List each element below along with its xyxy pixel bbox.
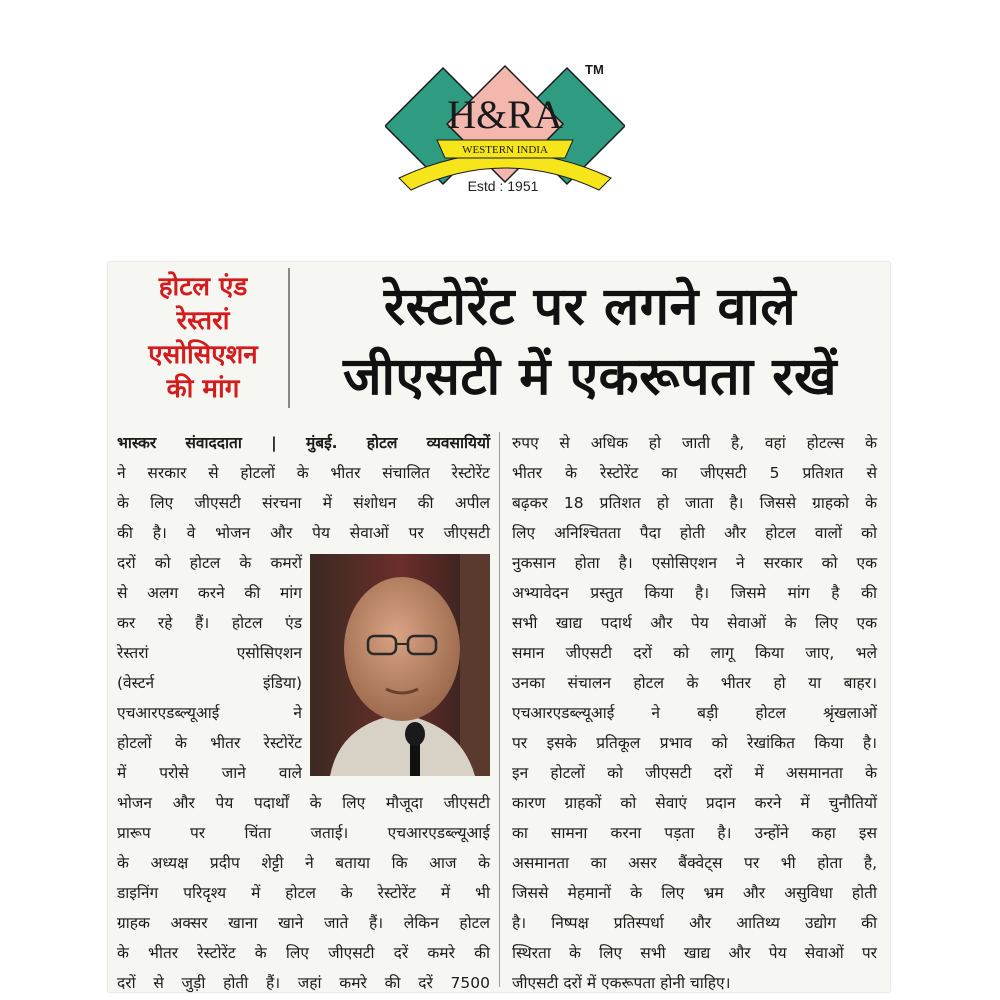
text-line: नुकसान होता है। एसोसिएशन ने सरकार को एक: [512, 554, 877, 572]
text-line: जिससे मेहमानों के लिए भ्रम और असुविधा होती: [512, 884, 877, 902]
text-line: समान जीएसटी दरों को लागू किया जाए, भले: [512, 644, 877, 662]
headline-line: जीएसटी में एकरूपता रखें: [342, 347, 838, 407]
text-line: अभ्यावेदन प्रस्तुत किया है। जिसमे मांग है की: [512, 584, 877, 602]
column-1-narrow: [117, 548, 302, 788]
text-line: भीतर के रेस्टोरेंट का जीएसटी 5 प्रतिशत से: [512, 464, 877, 482]
column-divider: [499, 432, 500, 987]
text-line: दरों से जुड़ी होती हैं। जहां कमरे की दरें 7500: [117, 974, 490, 992]
text-line: एचआरएडब्ल्यूआई ने: [117, 704, 302, 722]
text-line: से अलग करने की मांग: [117, 584, 302, 602]
article-kicker: [128, 270, 278, 406]
kicker-line: की मांग: [166, 374, 240, 404]
text-line: होटलों के भीतर रेस्टोरेंट: [117, 734, 302, 752]
text-line: स्थिरता के लिए सभी खाद्य और पेय सेवाओं पर: [512, 944, 877, 962]
text-line: का सामना करना पड़ता है। उन्होंने कहा इस: [512, 824, 877, 842]
text-line: उनका संचालन होटल के भीतर हो या बाहर।: [512, 674, 877, 692]
text-line: जीएसटी दरों में एकरूपता होनी चाहिए।: [512, 974, 731, 992]
headline-line: रेस्टोरेंट पर लगने वाले: [383, 277, 797, 337]
text-line: (वेस्टर्न इंडिया): [117, 674, 302, 692]
speaker-photo: [310, 554, 490, 776]
kicker-divider: [288, 268, 290, 408]
text-line: इन होटलों को जीएसटी दरों में असमानता के: [512, 764, 877, 782]
kicker-line: एसोसिएशन: [148, 340, 258, 370]
text-line: रेस्तरां एसोसिएशन: [117, 644, 302, 662]
article-headline: [300, 272, 880, 412]
column-2: [512, 428, 877, 998]
text-line: कर रहे हैं। होटल एंड: [117, 614, 302, 632]
established-year: Estd : 1951: [467, 178, 539, 194]
text-line: की है। वे भोजन और पेय सेवाओं पर जीएसटी: [117, 524, 490, 542]
text-line: असमानता का असर बैंक्वेट्स पर भी होता है,: [512, 854, 877, 872]
text-line: ने सरकार से होटलों के भीतर संचालित रेस्टोरेंट: [117, 464, 490, 482]
text-line: भोजन और पेय पदार्थों के लिए मौजूदा जीएसटी: [117, 794, 490, 812]
text-line: कारण ग्राहकों को सेवाएं प्रदान करने में चुनौतियों: [512, 794, 877, 812]
text-line: बढ़कर 18 प्रतिशत हो जाता है। जिससे ग्राहको के: [512, 494, 877, 512]
column-1-bottom: [117, 788, 490, 998]
column-1-top: [117, 428, 490, 548]
text-line: पर इसके प्रतिकूल प्रभाव को रेखांकित किया है।: [512, 734, 877, 752]
text-line: के अध्यक्ष प्रदीप शेट्टी ने बताया कि आज के: [117, 854, 490, 872]
text-line: के भीतर रेस्टोरेंट के लिए जीएसटी दरें कमरे की: [117, 944, 490, 962]
kicker-line: रेस्तरां: [176, 306, 230, 336]
text-line: है। निष्पक्ष प्रतिस्पर्धा और आतिथ्य उद्योग की: [512, 914, 877, 932]
text-line: एचआरएडब्ल्यूआई ने बड़ी होटल श्रृंखलाओं: [512, 704, 877, 722]
hra-logo: [385, 58, 625, 198]
text-line: लिए अनिश्चितता पैदा होती और होटल वालों को: [512, 524, 877, 542]
text-line: के लिए जीएसटी संरचना में संशोधन की अपील: [117, 494, 490, 512]
text-line: दरों को होटल के कमरों: [117, 554, 302, 572]
byline-line: भास्कर संवाददाता | मुंबई. होटल व्यवसायियों: [117, 434, 490, 452]
text-line: में परोसे जाने वाले: [117, 764, 302, 782]
text-line: सभी खाद्य पदार्थ और पेय सेवाओं के लिए एक: [512, 614, 877, 632]
svg-text:TM: TM: [585, 62, 604, 77]
text-line: डाइनिंग परिदृश्य में होटल के रेस्टोरेंट में भी: [117, 884, 490, 902]
text-line: रुपए से अधिक हो जाती है, वहां होटल्स के: [512, 434, 877, 452]
svg-text:WESTERN INDIA: WESTERN INDIA: [462, 144, 548, 156]
text-line: ग्राहक अक्सर खाना खाने जाते हैं। लेकिन होटल: [117, 914, 490, 932]
text-line: प्रारूप पर चिंता जताई। एचआरएडब्ल्यूआई: [117, 824, 490, 842]
kicker-line: होटल एंड: [158, 272, 248, 302]
svg-text:H&RA: H&RA: [447, 92, 563, 137]
